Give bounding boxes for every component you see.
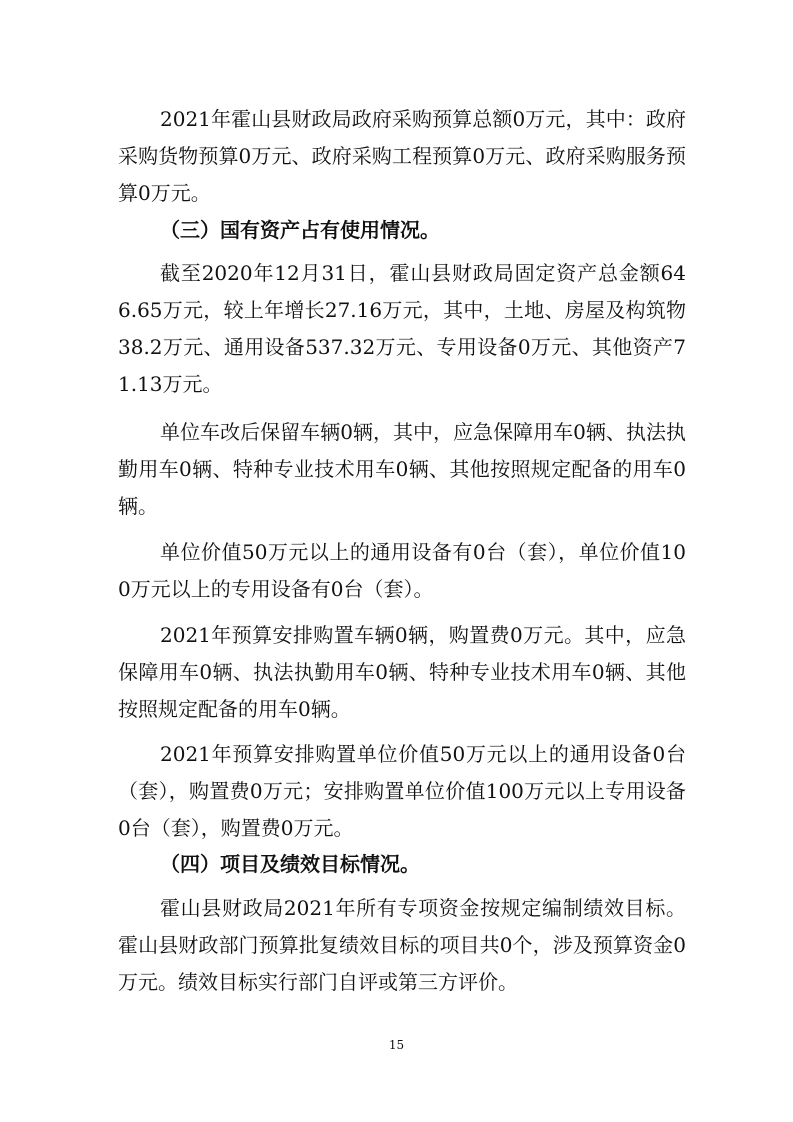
paragraph-fixed-assets: 截至2020年12月31日，霍山县财政局固定资产总金额646.65万元，较上年增长27.16万元，其中，土地、房屋及构筑物38.2万元、通用设备537.32万元、专用设备0万元、其他资产71.13万元。 [118,261,686,396]
paragraph-performance-targets: 霍山县财政局2021年所有专项资金按规定编制绩效目标。霍山县财政部门预算批复绩效目标的项目共0个，涉及预算资金0万元。绩效目标实行部门自评或第三方评价。 [118,896,686,994]
section-heading-performance: （四）项目及绩效目标情况。 [160,852,420,876]
paragraph-vehicle-purchase: 2021年预算安排购置车辆0辆，购置费0万元。其中，应急保障用车0辆、执法执勤用车0辆、特种专业技术用车0辆、其他按照规定配备的用车0辆。 [118,623,686,721]
section-heading-assets: （三）国有资产占有使用情况。 [160,218,440,242]
page-number: 15 [388,1038,405,1052]
paragraph-vehicles: 单位车改后保留车辆0辆，其中，应急保障用车0辆、执法执勤用车0辆、特种专业技术用车0辆、其他按照规定配备的用车0辆。 [118,420,686,518]
paragraph-equipment: 单位价值50万元以上的通用设备有0台（套），单位价值100万元以上的专用设备有0台（套）。 [118,540,686,601]
paragraph-equipment-purchase: 2021年预算安排购置单位价值50万元以上的通用设备0台（套），购置费0万元；安排购置单位价值100万元以上专用设备0台（套），购置费0万元。 [118,742,686,840]
paragraph-procurement-budget: 2021年霍山县财政局政府采购预算总额0万元，其中：政府采购货物预算0万元、政府采购工程预算0万元、政府采购服务预算0万元。 [118,107,686,205]
